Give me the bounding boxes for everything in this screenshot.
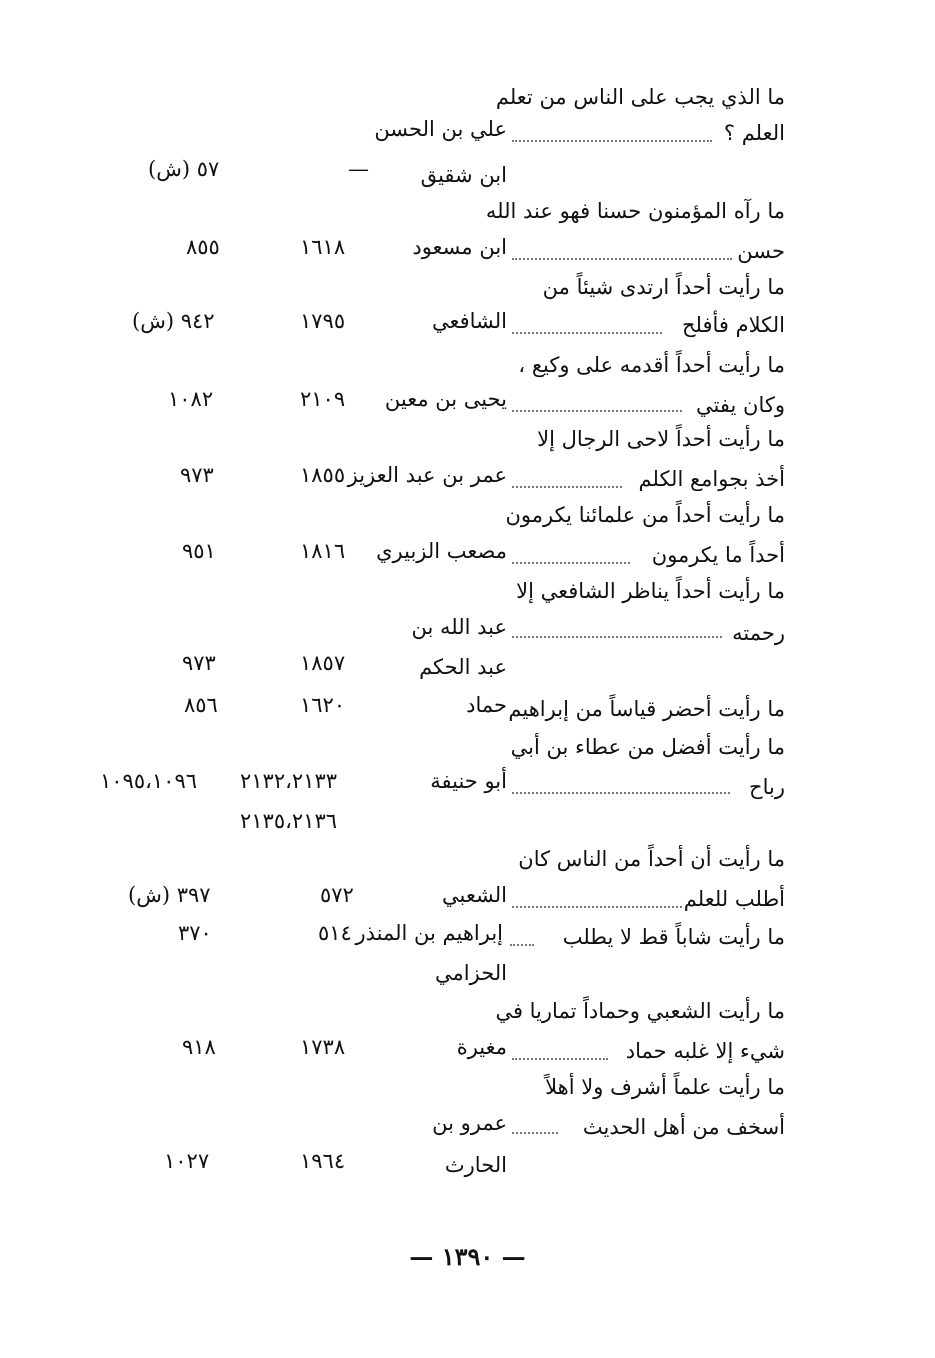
entry-narrator: عمر بن عبد العزيز — [347, 463, 507, 487]
entry-page: ٩١٨ — [182, 1035, 216, 1059]
entry-number: ١٩٦٤ — [300, 1149, 346, 1173]
leader-dots — [512, 486, 622, 488]
entry-text: ما رأيت أفضل من عطاء بن أبي — [510, 735, 785, 759]
entry-text: ما رأيت أحداً ارتدى شيئاً من — [542, 275, 785, 299]
leader-dots — [512, 258, 732, 260]
entry-text: ما رأيت أحداً من علمائنا يكرمون — [505, 503, 785, 527]
entry-text: حسن — [737, 239, 785, 263]
entry-text: ما رأيت شاباً قط لا يطلب — [562, 925, 785, 949]
entry-narrator: إبراهيم بن المنذر — [355, 921, 503, 945]
entry-text: أخذ بجوامع الكلم — [638, 467, 785, 491]
leader-dots — [512, 410, 682, 412]
entry-number: ١٧٩٥ — [300, 309, 346, 333]
entry-narrator: مغيرة — [456, 1035, 507, 1059]
entry-narrator: الشعبي — [442, 883, 507, 907]
entry-page: ٩٥١ — [182, 539, 216, 563]
entry-page: ٩٤٢ (ش) — [132, 309, 215, 333]
entry-number: ٥١٤ — [318, 921, 352, 945]
entry-text: ما رأيت أحضر قياساً من إبراهيم — [508, 697, 785, 721]
entry-page: ١٠٨٢ — [168, 387, 214, 411]
entry-text: ما رأيت الشعبي وحماداً تماريا في — [495, 999, 785, 1023]
entry-narrator: عبد الحكم — [419, 655, 507, 679]
entry-narrator: ابن شقيق — [420, 163, 507, 187]
entry-narrator: الحزامي — [435, 961, 507, 985]
entry-narrator: يحيى بن معين — [384, 387, 507, 411]
entry-text: ما رأيت أحداً لاحى الرجال إلا — [537, 427, 785, 451]
entry-page: ٥٧ (ش) — [148, 157, 220, 181]
entry-text: أطلب للعلم — [683, 887, 785, 911]
entry-page: ٨٥٦ — [184, 693, 218, 717]
entry-page: ٣٩٧ (ش) — [128, 883, 211, 907]
entry-narrator: علي بن الحسن — [374, 117, 507, 141]
leader-dots — [512, 562, 630, 564]
leader-dots — [512, 332, 662, 334]
entry-text: ما رأيت علماً أشرف ولا أهلاً — [545, 1075, 785, 1099]
entry-number: — — [348, 157, 369, 181]
entry-page: ٨٥٥ — [186, 235, 220, 259]
entry-number: ٥٧٢ — [320, 883, 354, 907]
leader-dots — [512, 1058, 608, 1060]
entry-number: ١٨٥٧ — [300, 651, 346, 675]
entry-page: ١٠٩٥،١٠٩٦ — [100, 769, 198, 793]
entry-page: ٩٧٣ — [180, 463, 214, 487]
entry-text: رحمته — [732, 621, 785, 645]
entry-number: ١٨٥٥ — [300, 463, 346, 487]
leader-dots — [512, 1132, 558, 1134]
entry-page: ٣٧٠ — [178, 921, 212, 945]
page-number: — ١٣٩٠ — — [409, 1242, 526, 1271]
entry-text: ما رآه المؤمنون حسنا فهو عند الله — [485, 199, 785, 223]
leader-dots — [512, 792, 730, 794]
entry-narrator: حماد — [466, 693, 507, 717]
entry-narrator: عبد الله بن — [411, 615, 507, 639]
entry-number: ١٨١٦ — [300, 539, 346, 563]
entry-narrator: عمرو بن — [432, 1111, 507, 1135]
leader-dots — [512, 140, 712, 142]
entry-number: ١٦٢٠ — [300, 693, 346, 717]
entry-number: ١٦١٨ — [300, 235, 346, 259]
entry-narrator: الحارث — [444, 1153, 507, 1177]
entry-text: العلم ؟ — [723, 121, 785, 145]
entry-text: أحداً ما يكرمون — [651, 543, 785, 567]
entry-text: ما الذي يجب على الناس من تعلم — [495, 85, 785, 109]
entry-text: وكان يفتي — [696, 393, 785, 417]
entry-number: ٢١٣٥،٢١٣٦ — [240, 809, 338, 833]
leader-dots — [512, 636, 722, 638]
entry-narrator: أبو حنيفة — [430, 769, 507, 793]
entry-text: شيء إلا غلبه حماد — [625, 1039, 785, 1063]
leader-dots — [510, 944, 534, 946]
entry-narrator: مصعب الزبيري — [376, 539, 507, 563]
entry-text: ما رأيت أحداً يناظر الشافعي إلا — [516, 579, 785, 603]
entry-page: ١٠٢٧ — [164, 1149, 210, 1173]
entry-narrator: ابن مسعود — [412, 235, 507, 259]
entry-text: رباح — [749, 775, 785, 799]
leader-dots — [512, 906, 682, 908]
entry-page: ٩٧٣ — [182, 651, 216, 675]
entry-number: ٢١٣٢،٢١٣٣ — [240, 769, 338, 793]
entry-narrator: الشافعي — [431, 309, 507, 333]
entry-number: ١٧٣٨ — [300, 1035, 346, 1059]
entry-text: ما رأيت أن أحداً من الناس كان — [518, 847, 785, 871]
entry-text: أسخف من أهل الحديث — [582, 1115, 785, 1139]
entry-text: الكلام فأفلح — [681, 313, 785, 337]
entry-number: ٢١٠٩ — [300, 387, 346, 411]
entry-text: ما رأيت أحداً أقدمه على وكيع ، — [518, 353, 785, 377]
